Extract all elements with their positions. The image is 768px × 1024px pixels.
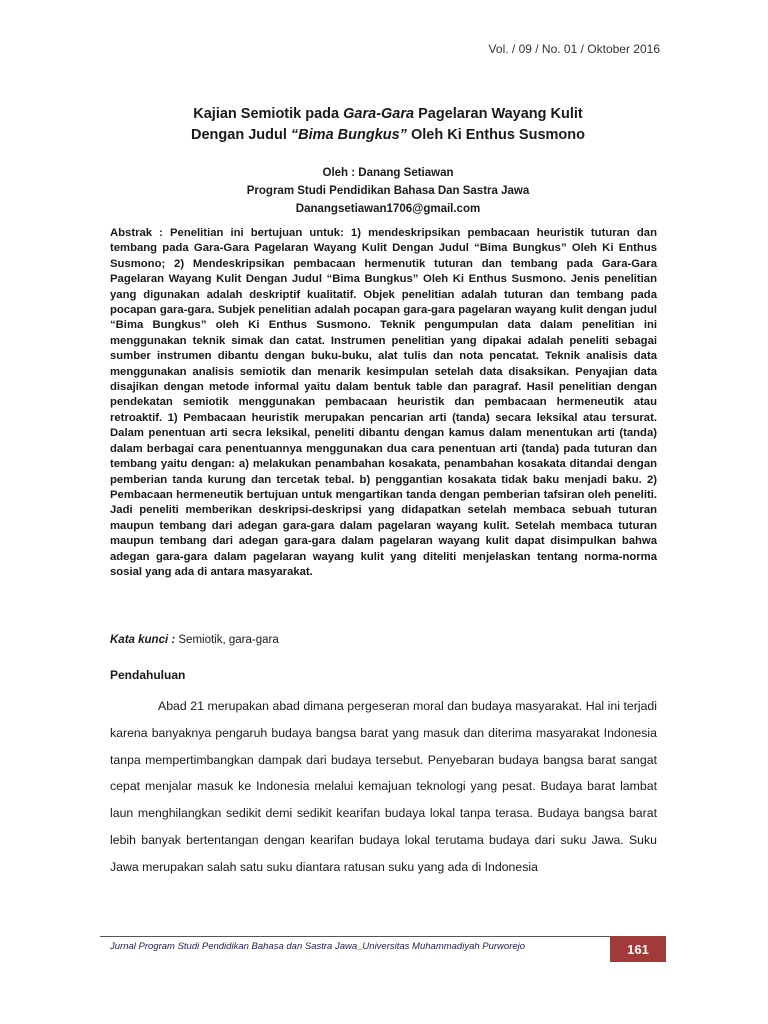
footer-journal-name: Jurnal Program Studi Pendidikan Bahasa dan Sastra Jawa_Universitas Muhammadiyah Purworejo <box>110 941 526 952</box>
title-line-1-start: Kajian Semiotik pada <box>193 106 344 122</box>
author-byline: Oleh : Danang Setiawan <box>322 167 454 179</box>
volume-info: Vol. / 09 / No. 01 / Oktober 2016 <box>488 42 660 56</box>
article-title <box>110 104 666 146</box>
title-line-2-end: Oleh Ki Enthus Susmono <box>406 127 585 143</box>
keywords-value: Semiotik, gara-gara <box>175 634 279 646</box>
keywords <box>110 634 657 646</box>
author-block <box>110 164 666 218</box>
title-line-1 <box>110 104 666 125</box>
title-line-1-end: Pagelaran Wayang Kulit <box>414 106 583 122</box>
author-email: Danangsetiawan1706@gmail.com <box>295 203 481 215</box>
keywords-label: Kata kunci : <box>110 634 176 646</box>
section-heading: Pendahuluan <box>110 668 186 682</box>
body-paragraph: Abad 21 merupakan abad dimana pergeseran moral dan budaya masyarakat. Hal ini terjadi karena banyaknya pengaruh budaya bangsa barat yang masuk dan diterima masyarakat Indonesia tanpa mempertimbangkan dampak dari budaya tersebut. Penyebaran budaya bangsa barat sangat cepat menjalar masuk ke Indonesia melalui kemajuan teknologi yang pesat. Budaya barat lambat laun menghilangkan sedikit demi sedikit kearifan budaya lokal tanpa terasa. Budaya bangsa barat lebih banyak bertentangan dengan kearifan budaya lokal terutama budaya dari suku Jawa. Suku Jawa merupakan salah satu suku diantara ratusan suku yang ada di Indonesia <box>110 699 657 874</box>
author-program: Program Studi Pendidikan Bahasa Dan Sastra Jawa <box>246 185 530 197</box>
title-line-2-start: Dengan Judul <box>191 127 291 143</box>
title-line-1-italic: Gara-Gara <box>343 106 415 122</box>
footer-divider <box>100 936 610 937</box>
page-number-badge: 161 <box>610 936 666 962</box>
title-line-2 <box>110 125 666 146</box>
title-line-2-italic: “Bima Bungkus” <box>290 127 407 143</box>
abstract-paragraph: Abstrak : Penelitian ini bertujuan untuk: 1) mendeskripsikan pembacaan heuristik tuturan dan tembang pada Gara-Gara Pagelaran Wayang Kulit Dengan Judul “Bima Bungkus” Oleh Ki Enthus Susmono; 2) Mendeskripsikan pembacaan hermenutik tuturan dan tembang pada Gara-Gara Pagelaran Wayang Kulit Dengan Judul “Bima Bungkus” Oleh Ki Enthus Susmono. Jenis penelitian yang digunakan adalah deskriptif kualitatif. Objek penelitian adalah tuturan dan tembang pada pocapan gara-gara. Subjek penelitian adalah pocapan gara-gara pagelaran wayang kulit dengan judul “Bima Bungkus” oleh Ki Enthus Susmono. Teknik pengumpulan data dalam penelitian ini menggunakan teknik simak dan catat. Instrumen penelitian yang dipakai adalah peneliti sebagai sumber instrumen dibantu dengan buku-buku, alat tulis dan nota pencatat. Teknik analisis data menggunakan analisis semiotik dan menarik kesimpulan setelah data disaksikan. Penyajian data disajikan dengan metode informal yaitu dalam bentuk table dan paragraf. Hasil penelitian dengan pendekatan semiotik menggunakan pembacaan heuristik dan pembacaan hermeneutik atau retroaktif. 1) Pembacaan heuristik merupakan pencarian arti (tanda) secara leksikal atau tersurat. Dalam penentuan arti secra leksikal, peneliti dibantu dengan kamus dalam menentukan arti (tanda) dalam berbagai cara penentuannya menggunakan dua cara penentuan arti (tanda) pada tuturan dan tembang yaitu dengan: a) melakukan penambahan kosakata, penambahan kosakata ditandai dengan pemberian tanda kurung dan tercetak tebal. b) penggantian kosakata tidak baku menjadi baku. 2) Pembacaan hermeneutik bertujuan untuk mengartikan tanda dengan pemberian tafsiran oleh peneliti. Jadi peneliti memberikan deskripsi-deskripsi yang didapatkan setelah membaca sebuah tuturan maupun tembang dari adegan gara-gara dalam pagelaran wayang kulit. Setelah membaca tuturan maupun tembang dari adegan gara-gara dalam pagelaran wayang kulit dapat disimpulkan bahwa adegan gara-gara dalam pagelaran wayang kulit yang diteliti menjelaskan tentang norma-norma sosial yang ada di antara masyarakat. <box>110 227 657 578</box>
